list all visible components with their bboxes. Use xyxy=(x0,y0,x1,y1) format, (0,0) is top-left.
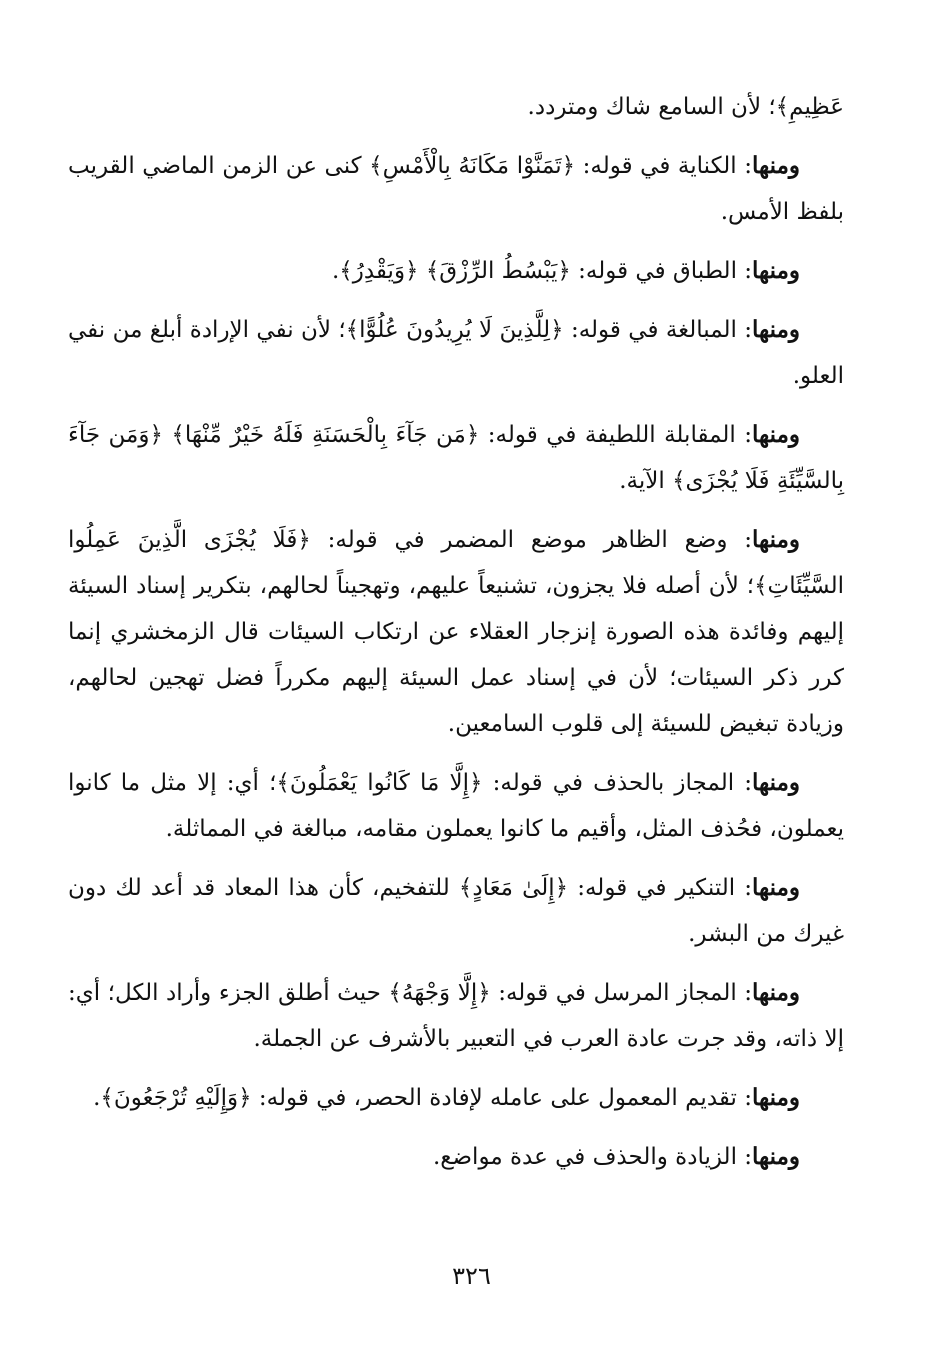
paragraph-keyword: ومنها xyxy=(752,316,800,343)
paragraph-4 xyxy=(68,307,844,399)
paragraph-keyword: ومنها xyxy=(752,421,800,448)
paragraph-keyword: ومنها xyxy=(752,526,800,553)
paragraph-text: : تقديم المعمول على عامله لإفادة الحصر، في قوله: ﴿وَإِلَيْهِ تُرْجَعُونَ﴾. xyxy=(93,1085,753,1111)
paragraph-text: : المجاز المرسل في قوله: ﴿إِلَّا وَجْهَهُ﴾ حيث أطلق الجزء وأراد الكل؛ أي: إلا ذاته، وقد جرت عادة العرب في التعبير بالأشرف عن الجملة. xyxy=(68,980,844,1052)
paragraph-10 xyxy=(68,1075,844,1121)
paragraph-2 xyxy=(68,143,844,235)
paragraph-text: : الزيادة والحذف في عدة مواضع. xyxy=(432,1144,753,1170)
paragraph-keyword: ومنها xyxy=(752,152,800,179)
paragraph-keyword: ومنها xyxy=(752,1084,800,1111)
paragraph-text: : المبالغة في قوله: ﴿لِلَّذِينَ لَا يُرِيدُونَ عُلُوًّا﴾؛ لأن نفي الإرادة أبلغ من نفي العلو. xyxy=(68,317,844,389)
paragraph-7 xyxy=(68,760,844,852)
paragraph-keyword: ومنها xyxy=(752,769,800,796)
paragraph-text: : وضع الظاهر موضع المضمر في قوله: ﴿فَلَا يُجْزَى الَّذِينَ عَمِلُوا السَّيِّئَاتِ﴾؛ لأن أصله فلا يجزون، تشنيعاً عليهم، وتهجيناً لحالهم، بتكرير إسناد السيئة إليهم وفائدة هذه الصورة إنزجار العقلاء عن ارتكاب السيئات قال الزمخشري إنما كرر ذكر السيئات؛ لأن في إسناد عمل السيئة إليهم مكرراً فضل تهجين لحالهم، وزيادة تبغيض للسيئة إلى قلوب السامعين. xyxy=(68,527,844,737)
paragraph-1 xyxy=(68,84,844,130)
paragraph-text: : المجاز بالحذف في قوله: ﴿إِلَّا مَا كَانُوا يَعْمَلُونَ﴾؛ أي: إلا مثل ما كانوا يعملون، فحُذف المثل، وأقيم ما كانوا يعملون مقامه، مبالغة في المماثلة. xyxy=(68,770,844,842)
paragraph-keyword: ومنها xyxy=(752,874,800,901)
paragraph-5 xyxy=(68,412,844,504)
page-body xyxy=(68,84,844,1193)
paragraph-keyword: ومنها xyxy=(752,979,800,1006)
paragraph-11 xyxy=(68,1134,844,1180)
page-number: ٣٢٦ xyxy=(452,1262,491,1290)
paragraph-text: : الطباق في قوله: ﴿يَبْسُطُ الرِّزْقَ﴾ ﴿وَيَقْدِرُ﴾. xyxy=(331,258,753,284)
paragraph-text: : الكناية في قوله: ﴿تَمَنَّوْا مَكَانَهُ بِالْأَمْسِ﴾ كنى عن الزمن الماضي القريب بلفظ الأمس. xyxy=(68,153,844,225)
paragraph-6 xyxy=(68,517,844,747)
paragraph-keyword: ومنها xyxy=(752,257,800,284)
paragraph-text: عَظِيمِ﴾؛ لأن السامع شاك ومتردد. xyxy=(527,94,844,120)
paragraph-text: : التنكير في قوله: ﴿إِلَىٰ مَعَادٍ﴾ للتفخيم، كأن هذا المعاد قد أعد لك دون غيرك من البشر. xyxy=(68,875,844,947)
paragraph-keyword: ومنها xyxy=(752,1143,800,1170)
paragraph-text: : المقابلة اللطيفة في قوله: ﴿مَن جَآءَ بِالْحَسَنَةِ فَلَهُ خَيْرٌ مِّنْهَا﴾ ﴿وَمَن جَآءَ بِالسَّيِّئَةِ فَلَا يُجْزَى﴾ الآية. xyxy=(68,422,844,494)
paragraph-9 xyxy=(68,970,844,1062)
paragraph-3 xyxy=(68,248,844,294)
paragraph-8 xyxy=(68,865,844,957)
